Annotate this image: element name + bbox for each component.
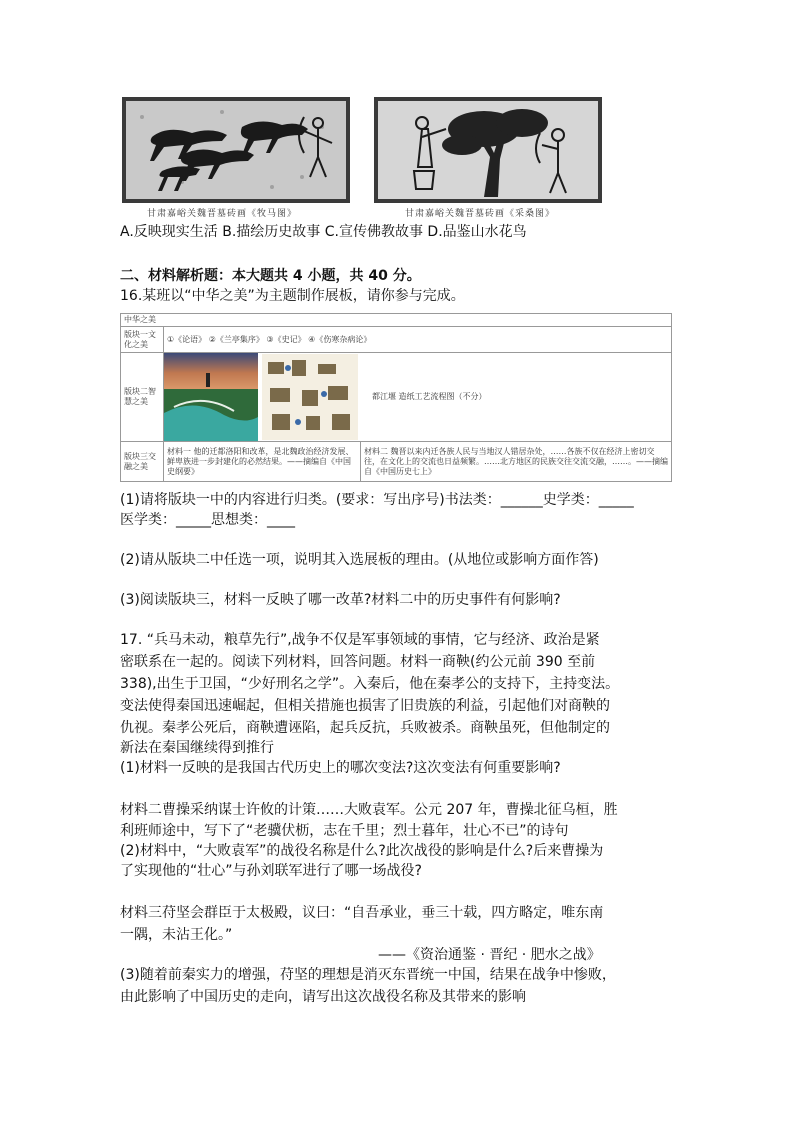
q17-sub3-line-1: (3)随着前秦实力的增强，苻坚的理想是消灭东晋统一中国，结果在战争中惨败， xyxy=(120,967,616,983)
row2-content: 都江堰 造纸工艺流程图（不分） xyxy=(372,392,487,401)
q17-line-6: 新法在秦国继续得到推行 xyxy=(120,740,274,756)
q17-sub1: (1)材料一反映的是我国古代历史上的哪次变法?这次变法有何重要影响? xyxy=(120,760,561,776)
q17-sub2-line-1: (2)材料中，“大败袁军”的战役名称是什么?此次战役的影响是什么?后来曹操为 xyxy=(120,843,604,859)
q17-line-2: 密联系在一起的。阅读下列材料，回答问题。材料一商鞅(约公元前 390 至前 xyxy=(120,654,596,670)
q17-material3-line-2: 一隅，未沾王化。” xyxy=(120,927,233,943)
mural-picking-mulberry-image xyxy=(374,97,602,203)
q17-material3-source: ——《资治通鉴 · 晋纪 · 肥水之战》 xyxy=(378,947,601,963)
row2-label: 版块二智慧之美 xyxy=(121,353,164,442)
row1-content: ①《论语》 ②《兰亭集序》 ③《史记》 ④《伤寒杂病论》 xyxy=(164,327,672,353)
q15-options: A.反映现实生活 B.描绘历史故事 C.宣传佛教故事 D.品鉴山水花鸟 xyxy=(120,224,527,240)
exhibition-board-table xyxy=(120,313,672,482)
q16-sub3: (3)阅读版块三，材料一反映了哪一改革?材料二中的历史事件有何影响? xyxy=(120,592,561,608)
dujiangyan-photo xyxy=(164,353,258,441)
row3-material2: 材料二 魏晋以来内迁各族人民与当地汉人错居杂处，……各族不仅在经济上密切交往，在文化上的交流也日益频繁。……北方地区的民族交往交流交融，……。——摘编自《中国历史七上》 xyxy=(361,442,672,482)
q17-line-4: 变法使得秦国迅速崛起，但相关措施也损害了旧贵族的利益，引起他们对商鞅的 xyxy=(120,698,610,714)
q17-line-1: 17. “兵马未动，粮草先行”,战争不仅是军事领域的事情，它与经济、政治是紧 xyxy=(120,632,600,648)
q17-line-3: 338),出生于卫国，“少好刑名之学”。入秦后，他在秦孝公的支持下，主持变法。 xyxy=(120,676,620,692)
q16-intro: 16.某班以“中华之美”为主题制作展板，请你参与完成。 xyxy=(120,288,465,304)
row3-label: 版块三交融之美 xyxy=(121,442,164,482)
q17-line-5: 仇视。秦孝公死后，商鞅遭诬陷，起兵反抗，兵败被杀。商鞅虽死，但他制定的 xyxy=(120,720,610,736)
papermaking-process-illustration xyxy=(262,354,358,440)
left-image-caption: 甘肃嘉峪关魏晋墓砖画《牧马图》 xyxy=(147,209,298,219)
row3-material1: 材料一 他的迁都洛阳和改革，是北魏政治经济发展、鲜卑族进一步封建化的必然结果。——摘编自《中国史纲要》 xyxy=(164,442,361,482)
section-2-title: 二、材料解析题：本大题共 4 小题，共 40 分。 xyxy=(120,268,421,284)
mural-grazing-horses-image xyxy=(122,97,350,203)
q16-sub1-line1: (1)请将版块一中的内容进行归类。(要求：写出序号)书法类：______史学类：_____ xyxy=(120,492,634,508)
q16-sub1-line2: 医学类：_____思想类：____ xyxy=(120,512,295,528)
row1-label: 版块一文化之美 xyxy=(121,327,164,353)
q17-material2-line-2: 利班师途中，写下了“老骥伏枥，志在千里；烈士暮年，壮心不已”的诗句 xyxy=(120,823,569,839)
q17-sub3-line-2: 由此影响了中国历史的走向，请写出这次战役名称及其带来的影响 xyxy=(120,989,526,1005)
q17-sub2-line-2: 了实现他的“壮心”与孙刘联军进行了哪一场战役? xyxy=(120,863,422,879)
q16-sub2: (2)请从版块二中任选一项，说明其入选展板的理由。(从地位或影响方面作答) xyxy=(120,552,599,568)
q17-material3-line-1: 材料三苻坚会群臣于太极殿，议曰：“自吾承业，垂三十载，四方略定，唯东南 xyxy=(120,905,604,921)
right-image-caption: 甘肃嘉峪关魏晋墓砖画《采桑图》 xyxy=(405,209,556,219)
q17-material2-line-1: 材料二曹操采纳谋士许攸的计策……大败袁军。公元 207 年，曹操北征乌桓，胜 xyxy=(120,802,618,818)
table-header: 中华之美 xyxy=(121,314,672,327)
